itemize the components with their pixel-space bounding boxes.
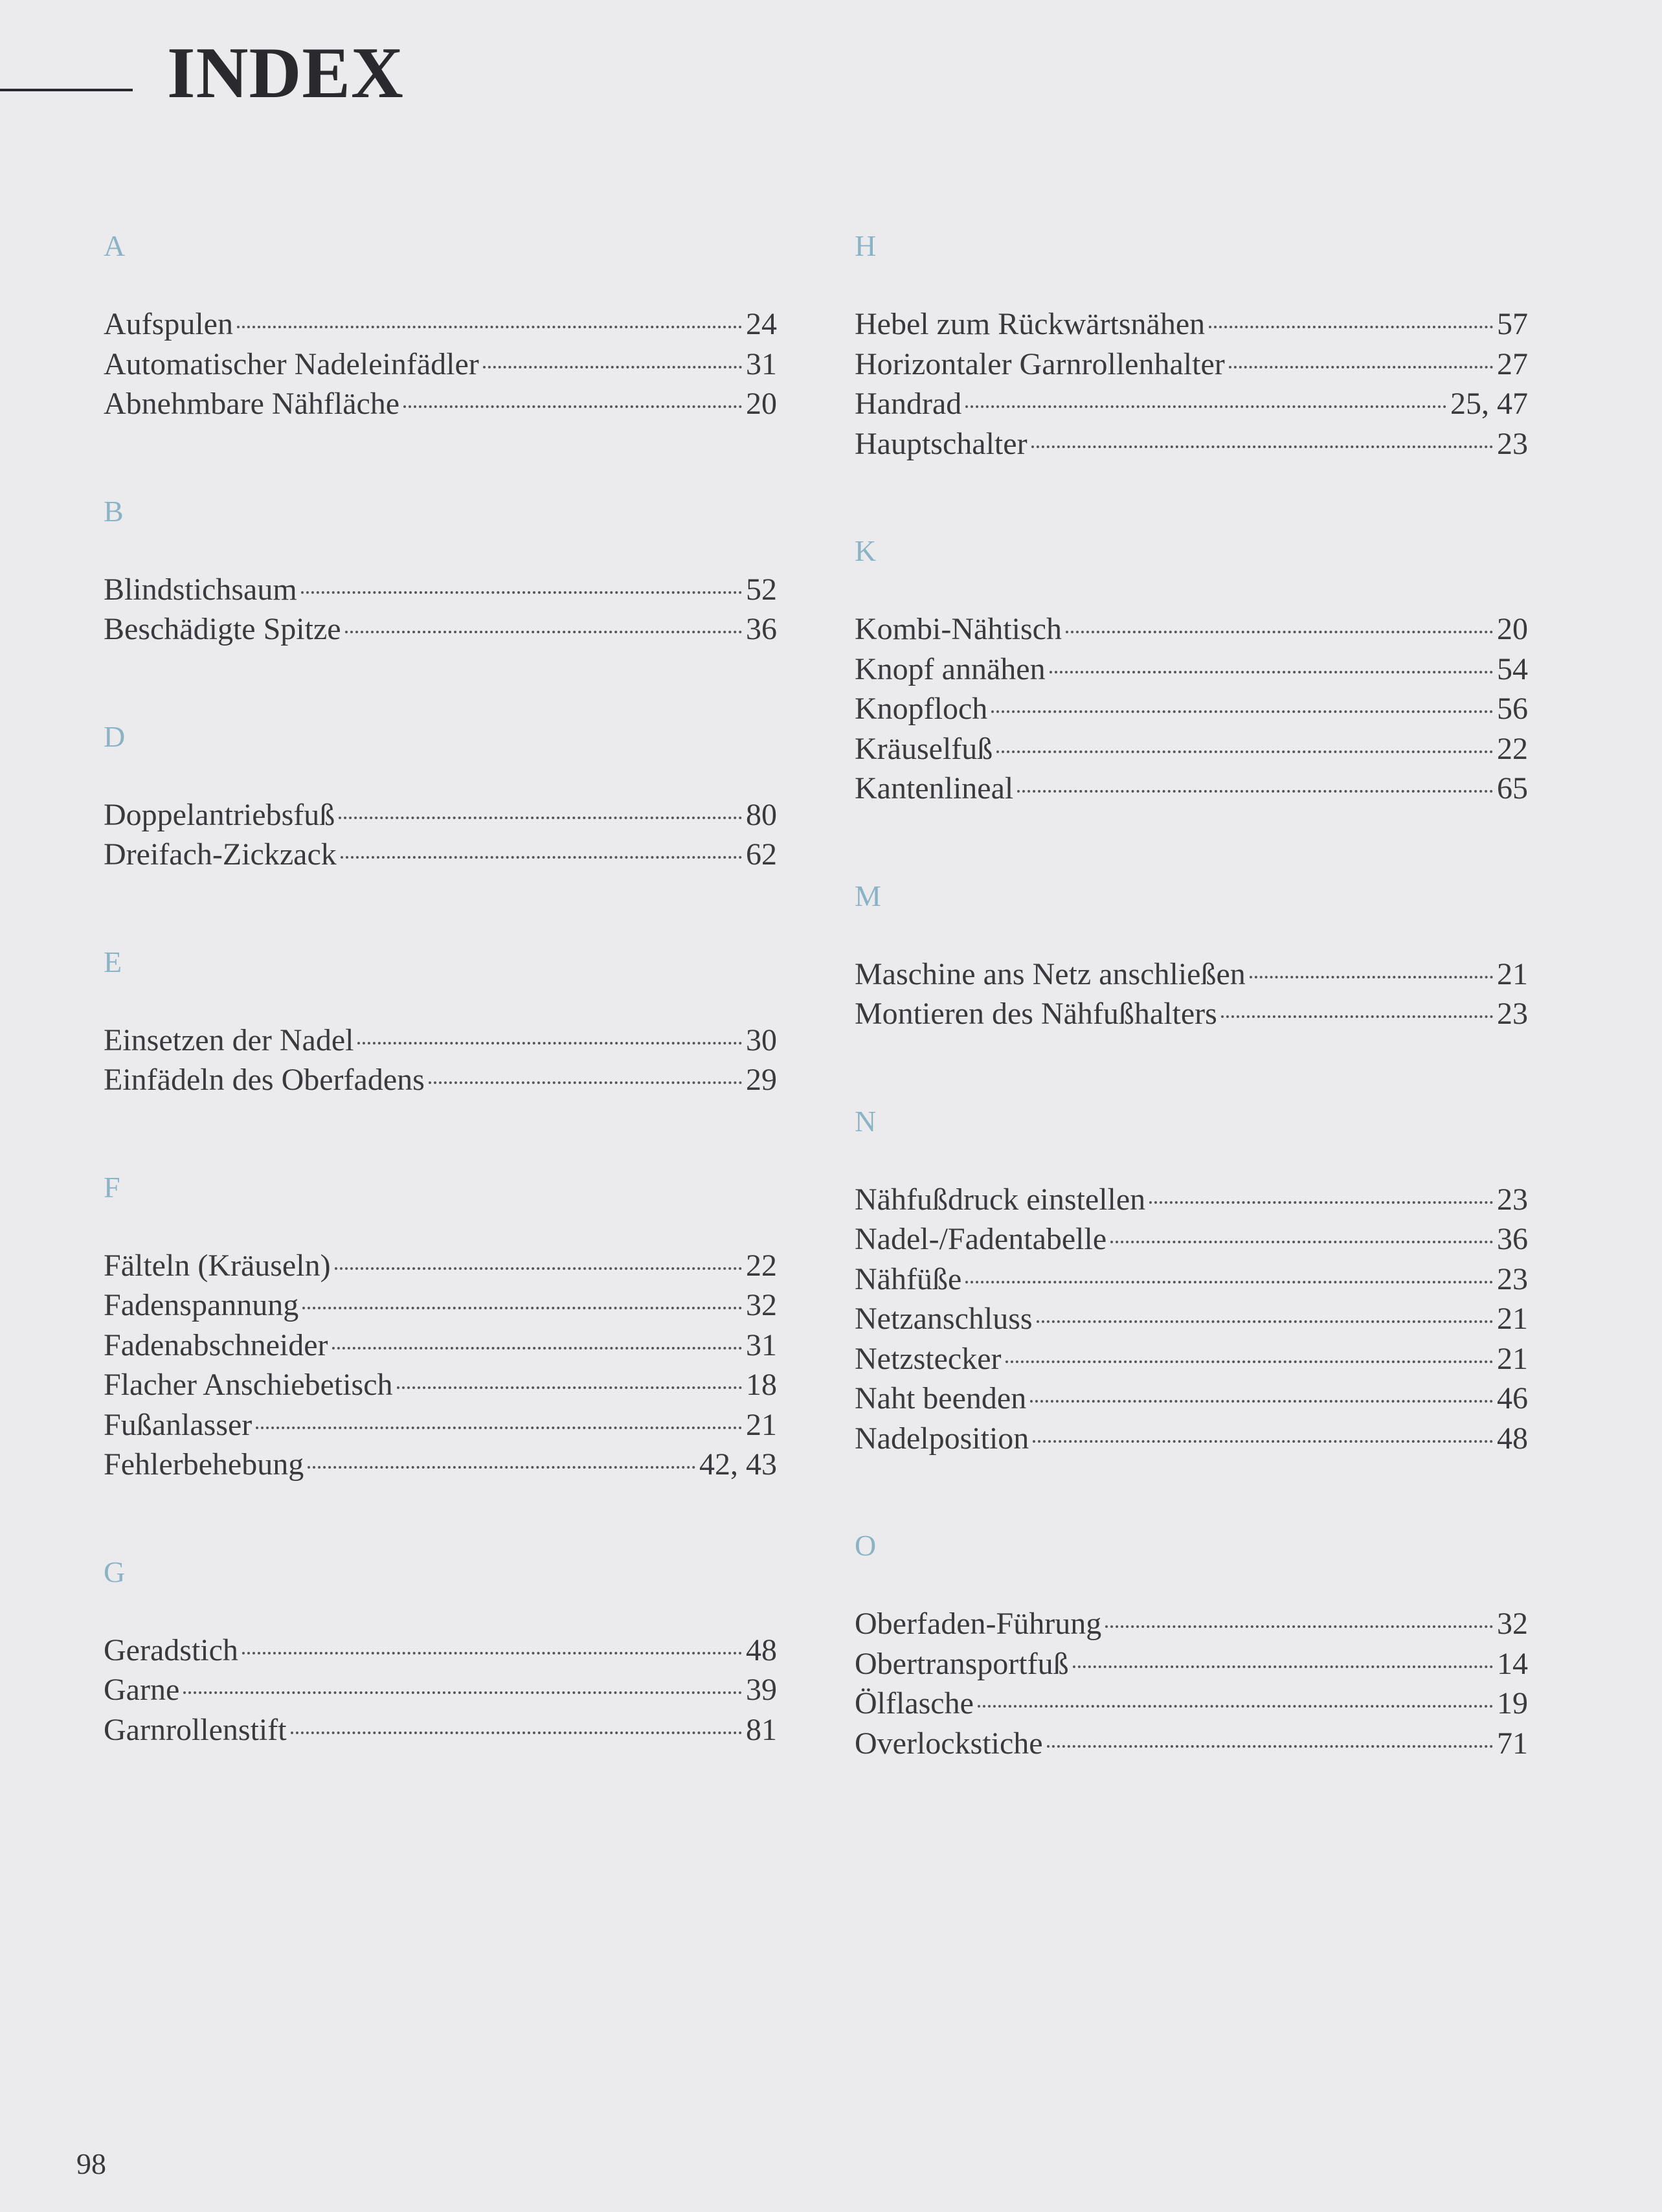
entry-label: Automatischer Nadeleinfädler	[104, 346, 479, 381]
entry-label: Doppelantriebsfuß	[104, 797, 335, 832]
entry-page: 56	[1497, 692, 1528, 726]
entry-page: 21	[1497, 1341, 1528, 1376]
index-section-o	[855, 1526, 1528, 1763]
dot-leader	[965, 405, 1446, 408]
entry-page: 21	[746, 1407, 777, 1442]
entry-label: Fälteln (Kräuseln)	[104, 1248, 331, 1283]
entry-label: Obertransportfuß	[855, 1646, 1069, 1681]
dot-leader	[1033, 1440, 1493, 1443]
index-section-h	[855, 227, 1528, 464]
index-section-n	[855, 1102, 1528, 1459]
entry-label: Knopf annähen	[855, 651, 1046, 686]
entry-page: 81	[746, 1712, 777, 1747]
entry-page: 39	[746, 1673, 777, 1707]
page-title: INDEX	[167, 33, 404, 113]
dot-leader	[332, 1347, 742, 1349]
index-entry	[104, 384, 777, 424]
dot-leader	[1073, 1665, 1493, 1668]
dot-leader	[1221, 1015, 1493, 1018]
index-entry	[855, 649, 1528, 690]
index-entry	[104, 1326, 777, 1366]
index-entry	[855, 384, 1528, 424]
entry-label: Netzstecker	[855, 1341, 1002, 1376]
dot-leader	[996, 751, 1493, 753]
index-section-m	[855, 877, 1528, 1034]
entry-page: 36	[746, 612, 777, 646]
index-entry	[855, 1259, 1528, 1300]
entry-page: 31	[746, 346, 777, 381]
section-letter: M	[855, 879, 881, 912]
entry-page: 29	[746, 1063, 777, 1097]
index-entry	[104, 1710, 777, 1750]
dot-leader	[1066, 631, 1493, 633]
index-entry	[104, 835, 777, 875]
index-entry	[104, 1670, 777, 1710]
entry-page: 22	[746, 1248, 777, 1283]
entry-page: 48	[746, 1632, 777, 1667]
entry-label: Fadenspannung	[104, 1288, 299, 1322]
index-entry	[855, 344, 1528, 385]
entry-label: Handrad	[855, 387, 962, 421]
index-entry	[104, 570, 777, 610]
index-section-b	[104, 492, 777, 649]
section-letter: B	[104, 494, 124, 528]
dot-leader	[1050, 671, 1493, 673]
page-number: 98	[76, 2147, 106, 2180]
entry-page: 52	[746, 572, 777, 607]
index-entry	[855, 729, 1528, 769]
section-letter: O	[855, 1529, 877, 1562]
index-entry	[855, 304, 1528, 344]
dot-leader	[308, 1466, 695, 1469]
index-column-right	[855, 227, 1528, 1831]
dot-leader	[1229, 366, 1493, 368]
entry-label: Hauptschalter	[855, 426, 1028, 461]
entry-label: Nähfüße	[855, 1261, 962, 1296]
dot-leader	[991, 710, 1493, 713]
index-entry	[855, 769, 1528, 809]
index-section-f	[104, 1168, 777, 1485]
dot-leader	[1105, 1625, 1493, 1628]
dot-leader	[1030, 1400, 1493, 1403]
index-entry	[855, 424, 1528, 464]
index-entry	[855, 1339, 1528, 1379]
dot-leader	[1250, 976, 1493, 978]
dot-leader	[302, 1307, 742, 1309]
entry-page: 80	[746, 797, 777, 832]
section-letter: K	[855, 534, 877, 567]
index-entry	[104, 1060, 777, 1100]
dot-leader	[339, 817, 742, 819]
entry-page: 18	[746, 1368, 777, 1402]
index-section-a	[104, 227, 777, 424]
entry-label: Blindstichsaum	[104, 572, 297, 607]
dot-leader	[1031, 446, 1493, 448]
entry-page: 27	[1497, 346, 1528, 381]
entry-label: Einfädeln des Oberfadens	[104, 1063, 425, 1097]
entry-page: 54	[1497, 651, 1528, 686]
index-section-k	[855, 532, 1528, 809]
dot-leader	[256, 1427, 742, 1429]
dot-leader	[965, 1281, 1493, 1283]
entry-page: 23	[1497, 1182, 1528, 1217]
entry-label: Dreifach-Zickzack	[104, 837, 337, 872]
entry-label: Einsetzen der Nadel	[104, 1022, 354, 1057]
entry-page: 48	[1497, 1421, 1528, 1456]
dot-leader	[1110, 1241, 1493, 1243]
index-entry	[104, 1405, 777, 1445]
index-entry	[104, 1246, 777, 1286]
entry-page: 23	[1497, 426, 1528, 461]
dot-leader	[397, 1386, 742, 1389]
dot-leader	[335, 1267, 742, 1270]
entry-page: 57	[1497, 307, 1528, 341]
section-letter: A	[104, 229, 126, 262]
entry-label: Nadel-/Fadentabelle	[855, 1222, 1107, 1256]
entry-label: Nähfußdruck einstellen	[855, 1182, 1146, 1217]
dot-leader	[1017, 790, 1493, 793]
dot-leader	[1037, 1320, 1493, 1323]
index-column-left	[104, 227, 777, 1818]
dot-leader	[291, 1732, 742, 1734]
dot-leader	[341, 856, 742, 859]
section-letter: H	[855, 229, 877, 262]
index-entry	[855, 1644, 1528, 1684]
dot-leader	[1149, 1201, 1493, 1204]
index-entry	[855, 1419, 1528, 1459]
dot-leader	[345, 631, 742, 633]
entry-label: Kantenlineal	[855, 771, 1014, 806]
dot-leader	[978, 1705, 1493, 1708]
entry-page: 42, 43	[699, 1447, 777, 1482]
index-section-g	[104, 1553, 777, 1750]
dot-leader	[301, 591, 742, 594]
index-entry	[104, 344, 777, 385]
index-entry	[104, 304, 777, 344]
entry-label: Geradstich	[104, 1632, 238, 1667]
index-entry	[855, 1299, 1528, 1339]
index-entry	[855, 609, 1528, 649]
entry-page: 65	[1497, 771, 1528, 806]
entry-page: 24	[746, 307, 777, 341]
entry-page: 25, 47	[1450, 387, 1528, 421]
section-letter: N	[855, 1104, 877, 1138]
dot-leader	[1209, 326, 1493, 328]
index-entry	[104, 1365, 777, 1405]
entry-page: 36	[1497, 1222, 1528, 1256]
entry-label: Beschädigte Spitze	[104, 612, 341, 646]
dot-leader	[357, 1042, 742, 1044]
index-entry	[855, 1379, 1528, 1419]
entry-page: 32	[1497, 1607, 1528, 1641]
entry-label: Montieren des Nähfußhalters	[855, 997, 1217, 1031]
entry-page: 46	[1497, 1381, 1528, 1416]
section-letter: D	[104, 719, 126, 753]
section-letter: F	[104, 1170, 120, 1204]
entry-page: 23	[1497, 1261, 1528, 1296]
entry-label: Kombi-Nähtisch	[855, 612, 1062, 646]
entry-label: Fußanlasser	[104, 1407, 253, 1442]
entry-label: Netzanschluss	[855, 1302, 1033, 1336]
entry-label: Knopfloch	[855, 692, 988, 726]
index-entry	[855, 1219, 1528, 1259]
entry-label: Ölflasche	[855, 1686, 974, 1721]
entry-label: Flacher Anschiebetisch	[104, 1368, 393, 1402]
index-entry	[104, 795, 777, 835]
entry-label: Hebel zum Rückwärtsnähen	[855, 307, 1206, 341]
entry-label: Fadenabschneider	[104, 1327, 328, 1362]
entry-page: 21	[1497, 1302, 1528, 1336]
index-entry	[104, 1631, 777, 1671]
entry-label: Garnrollenstift	[104, 1712, 287, 1747]
index-entry	[855, 994, 1528, 1034]
section-letter: E	[104, 945, 122, 978]
index-entry	[855, 1684, 1528, 1724]
entry-page: 20	[746, 387, 777, 421]
entry-page: 32	[746, 1288, 777, 1322]
index-entry	[855, 1724, 1528, 1764]
entry-label: Aufspulen	[104, 307, 233, 341]
entry-page: 19	[1497, 1686, 1528, 1721]
section-letter: G	[104, 1555, 126, 1588]
dot-leader	[242, 1652, 742, 1654]
entry-label: Abnehmbare Nähfläche	[104, 387, 400, 421]
entry-page: 14	[1497, 1646, 1528, 1681]
entry-label: Maschine ans Netz anschließen	[855, 956, 1246, 991]
index-entry	[104, 1021, 777, 1061]
index-entry	[104, 1445, 777, 1485]
entry-page: 71	[1497, 1726, 1528, 1761]
dot-leader	[1005, 1360, 1493, 1363]
entry-label: Garne	[104, 1673, 180, 1707]
index-entry	[855, 954, 1528, 995]
index-entry	[104, 609, 777, 649]
index-entry	[855, 1604, 1528, 1644]
index-entry	[104, 1285, 777, 1326]
entry-page: 31	[746, 1327, 777, 1362]
title-rule	[0, 89, 133, 91]
entry-label: Kräuselfuß	[855, 731, 993, 766]
dot-leader	[237, 326, 742, 328]
entry-label: Oberfaden-Führung	[855, 1607, 1102, 1641]
dot-leader	[429, 1081, 742, 1084]
entry-page: 23	[1497, 997, 1528, 1031]
dot-leader	[483, 366, 742, 368]
dot-leader	[403, 405, 742, 408]
entry-label: Fehlerbehebung	[104, 1447, 304, 1482]
entry-page: 22	[1497, 731, 1528, 766]
entry-page: 62	[746, 837, 777, 872]
dot-leader	[183, 1691, 742, 1694]
index-entry	[855, 1180, 1528, 1220]
entry-label: Overlockstiche	[855, 1726, 1043, 1761]
entry-page: 20	[1497, 612, 1528, 646]
entry-page: 21	[1497, 956, 1528, 991]
index-entry	[855, 689, 1528, 729]
index-section-e	[104, 943, 777, 1100]
entry-label: Horizontaler Garnrollenhalter	[855, 346, 1225, 381]
index-section-d	[104, 717, 777, 875]
entry-page: 30	[746, 1022, 777, 1057]
dot-leader	[1047, 1745, 1493, 1748]
entry-label: Naht beenden	[855, 1381, 1027, 1416]
entry-label: Nadelposition	[855, 1421, 1029, 1456]
